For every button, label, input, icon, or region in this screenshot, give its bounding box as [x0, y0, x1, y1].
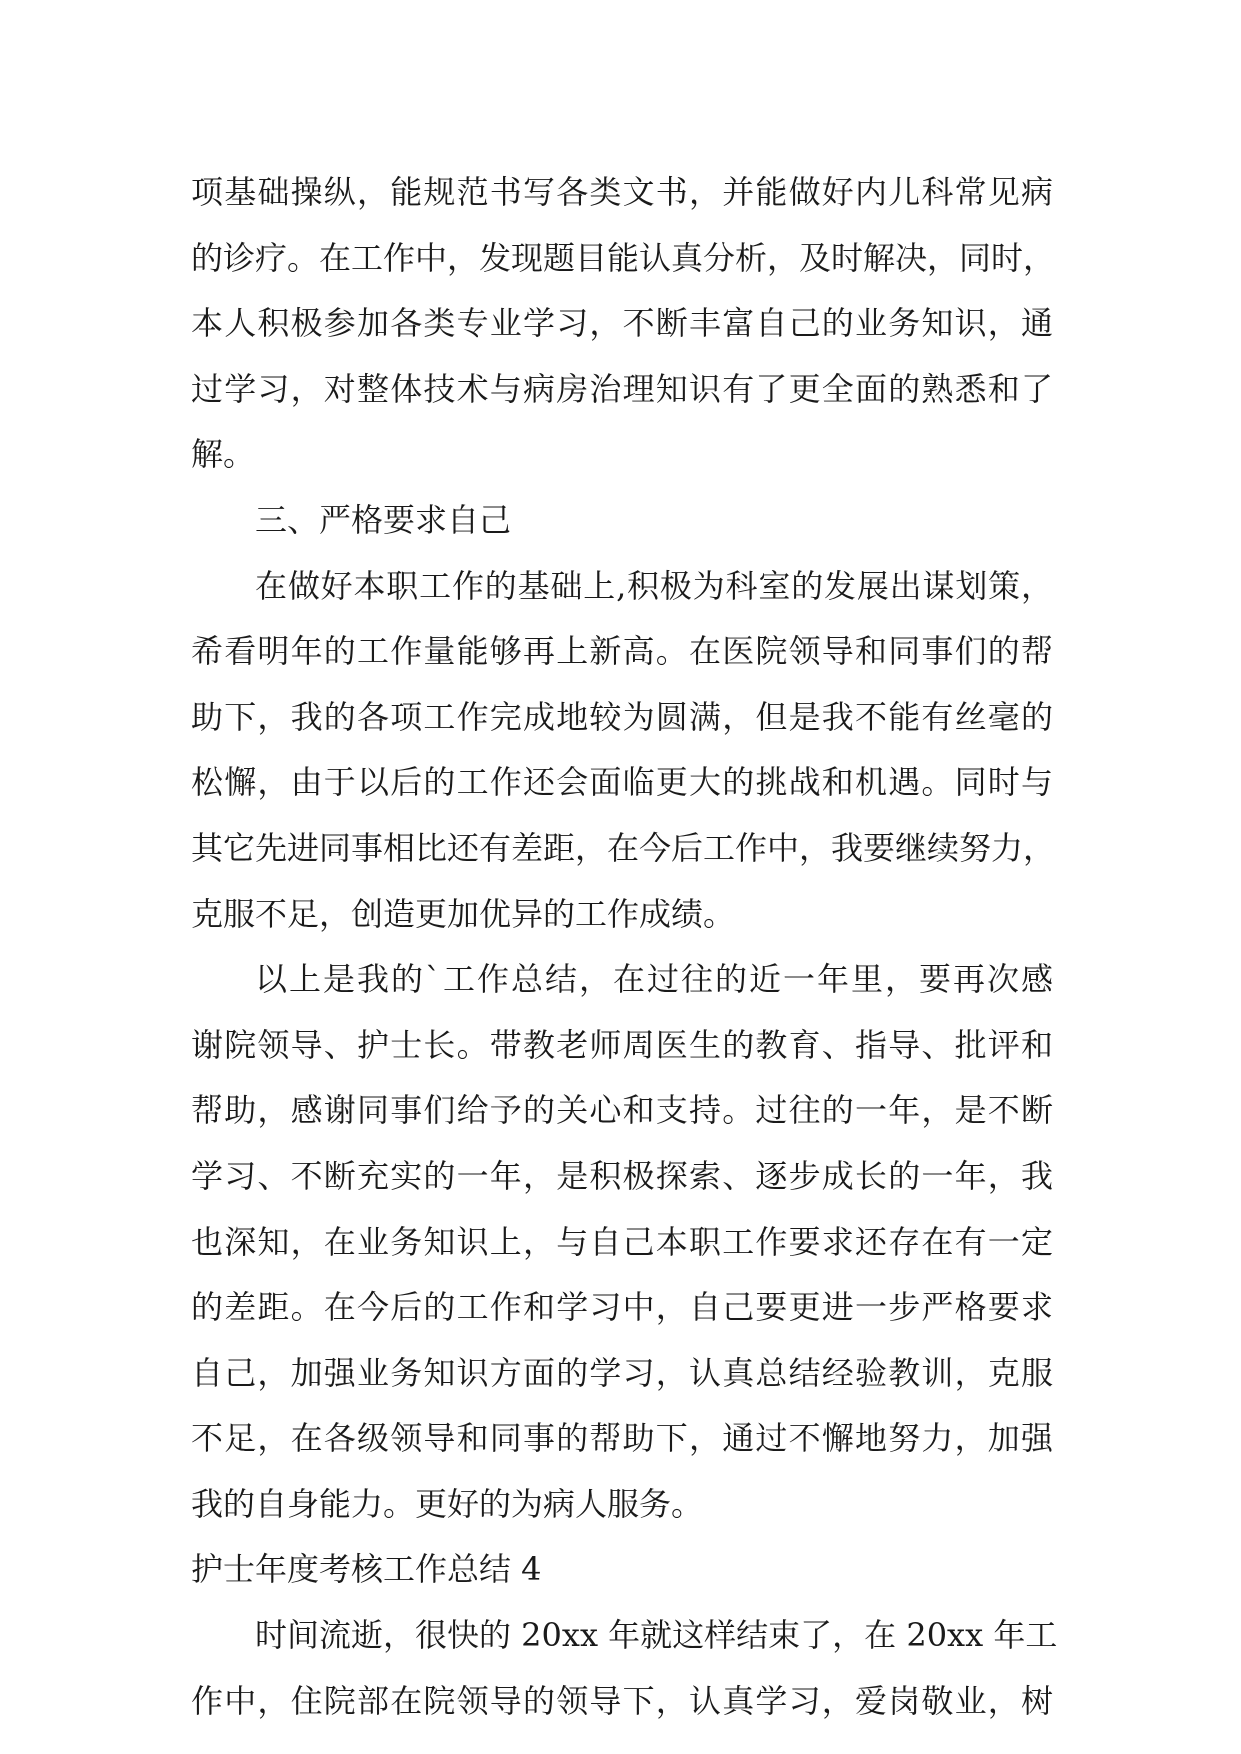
document-body — [191, 160, 1058, 1734]
text-line: 也深知，在业务知识上，与自己本职工作要求还存在有一定 — [191, 1222, 1053, 1261]
text-line: 帮助，感谢同事们给予的关心和支持。过往的一年，是不断 — [191, 1091, 1053, 1130]
text-line: 在做好本职工作的基础上,积极为科室的发展出谋划策， — [255, 566, 1053, 605]
text-line: 自己，加强业务知识方面的学习，认真总结经验教训，克服 — [191, 1353, 1053, 1392]
text-line: 谢院领导、护士长。带教老师周医生的教育、指导、批评和 — [191, 1025, 1053, 1064]
text-line: 学习、不断充实的一年，是积极探索、逐步成长的一年，我 — [191, 1156, 1053, 1195]
text-line: 松懈，由于以后的工作还会面临更大的挑战和机遇。同时与 — [191, 763, 1053, 802]
text-line: 作中，住院部在院领导的领导下，认真学习，爱岗敬业，树 — [191, 1681, 1053, 1720]
text-line: 时间流逝，很快的 20xx 年就这样结束了，在 20xx 年工 — [255, 1616, 1058, 1655]
text-line: 解。 — [191, 435, 256, 474]
text-line: 过学习，对整体技术与病房治理知识有了更全面的熟悉和了 — [191, 369, 1053, 408]
text-line: 其它先进同事相比还有差距，在今后工作中，我要继续努力， — [191, 828, 1056, 867]
text-line: 本人积极参加各类专业学习，不断丰富自己的业务知识，通 — [191, 304, 1053, 343]
text-line: 的差距。在今后的工作和学习中，自己要更进一步严格要求 — [191, 1288, 1053, 1327]
text-line: 不足，在各级领导和同事的帮助下，通过不懈地努力，加强 — [191, 1419, 1053, 1458]
text-line: 希看明年的工作量能够再上新高。在医院领导和同事们的帮 — [191, 632, 1053, 671]
text-line: 克服不足，创造更加优异的工作成绩。 — [191, 894, 736, 933]
text-line: 我的自身能力。更好的为病人服务。 — [191, 1484, 704, 1523]
text-line: 以上是我的`工作总结，在过往的近一年里，要再次感 — [255, 960, 1053, 999]
text-line: 的诊疗。在工作中，发现题目能认真分析，及时解决，同时， — [191, 238, 1056, 277]
text-line: 助下，我的各项工作完成地较为圆满，但是我不能有丝毫的 — [191, 697, 1053, 736]
text-line: 三、严格要求自己 — [255, 500, 512, 539]
text-line: 护士年度考核工作总结 4 — [191, 1550, 542, 1589]
text-line: 项基础操纵，能规范书写各类文书，并能做好内儿科常见病 — [191, 173, 1053, 211]
